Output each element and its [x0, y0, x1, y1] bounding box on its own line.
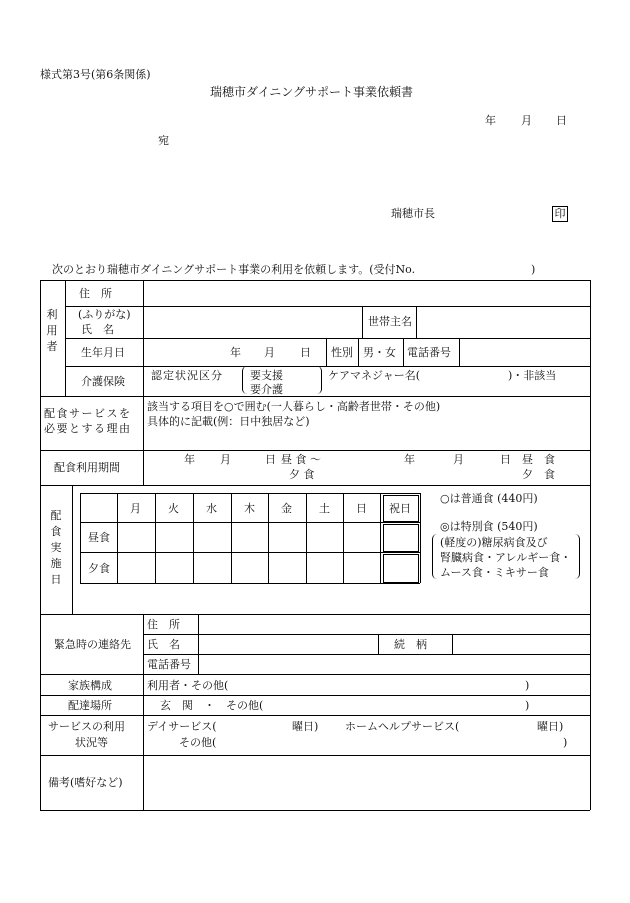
sex-label: 性別: [331, 346, 353, 359]
mayor-label: 瑞穂市長: [391, 207, 435, 220]
special-meal-note: ◎は特別食 (540円): [440, 520, 538, 533]
address-label: 住 所: [79, 287, 112, 300]
birth-year: 年: [230, 346, 241, 359]
period-from-month: 月: [220, 453, 231, 466]
care-insurance-label: 介護保険: [81, 375, 125, 388]
family-close: ): [525, 679, 530, 692]
day-mon: 月: [130, 502, 141, 515]
period-to-lunch: 昼 食: [522, 453, 555, 466]
emergency-label: 緊急時の連絡先: [54, 638, 131, 651]
date-year: 年: [485, 114, 496, 127]
day-sun: 日: [356, 502, 367, 515]
day-sat: 土: [319, 502, 330, 515]
special-meal-line2: 腎臓病食・アレルギー食・: [440, 551, 572, 564]
household-head-label: 世帯主名: [368, 315, 412, 328]
other-service-close: ): [563, 736, 568, 749]
reason-label-2: 必要とする理由: [44, 422, 132, 435]
request-close: ): [531, 263, 536, 276]
day-fri: 金: [281, 502, 292, 515]
delivery-text: 玄 関 ・ その他(: [160, 699, 264, 712]
name-label: 氏 名: [81, 323, 114, 336]
seal-stamp: 印: [552, 206, 568, 222]
remarks-label: 備考(嗜好など): [48, 776, 123, 789]
period-from-day: 日: [265, 453, 276, 466]
period-to-day: 日: [500, 453, 511, 466]
period-to-year: 年: [404, 453, 415, 466]
home-help-service: ホームヘルプサービス(: [345, 720, 460, 733]
day-holiday: 祝日: [389, 502, 411, 515]
special-meal-line3: ムース食・ミキサー食: [440, 566, 549, 579]
day-service: デイサービス(: [147, 720, 217, 733]
day-service-suffix: 曜日): [292, 720, 319, 733]
family-text: 利用者・その他(: [147, 679, 229, 692]
delivery-label: 配達場所: [68, 699, 112, 712]
emergency-phone: 電話番号: [147, 658, 191, 671]
family-label: 家族構成: [68, 679, 112, 692]
period-to-dinner: 夕 食: [522, 468, 555, 481]
form-title: 瑞穂市ダイニングサポート事業依頼書: [210, 85, 414, 99]
row-dinner: 夕食: [88, 562, 110, 575]
normal-meal-note: ○は普通食 (440円): [440, 492, 538, 505]
home-help-suffix: 曜日): [537, 720, 564, 733]
other-service: その他(: [179, 736, 217, 749]
birth-month: 月: [264, 346, 275, 359]
period-to-month: 月: [453, 453, 464, 466]
delivery-close: ): [525, 699, 530, 712]
form-number: 様式第3号(第6条関係): [40, 68, 151, 81]
reason-text-1: 該当する項目を○で囲む(一人暮らし・高齢者世帯・その他): [147, 400, 441, 413]
day-tue: 火: [168, 502, 179, 515]
special-meal-line1: (軽度の)糖尿病食及び: [440, 536, 548, 549]
row-lunch: 昼食: [88, 531, 110, 544]
user-section-label: 利用者: [46, 308, 58, 353]
emergency-relation: 続 柄: [394, 638, 427, 651]
support-needed: 要支援: [250, 369, 283, 382]
addressee: 宛: [158, 134, 169, 147]
period-from-year: 年: [184, 453, 195, 466]
birth-day: 日: [300, 346, 311, 359]
period-from-lunch: 昼 食 〜: [281, 453, 321, 466]
care-manager-label: ケアマネジャー名(: [328, 369, 421, 382]
birthdate-label: 生年月日: [81, 346, 125, 359]
period-from-dinner: 夕 食: [289, 468, 315, 481]
day-thu: 木: [244, 502, 255, 515]
request-text: 次のとおり瑞穂市ダイニングサポート事業の利用を依頼します。(受付No.: [52, 263, 416, 276]
emergency-name: 氏 名: [147, 638, 180, 651]
reason-label-1: 配食サービスを: [44, 407, 132, 420]
not-applicable: )・非該当: [508, 369, 557, 382]
date-month: 月: [521, 114, 532, 127]
care-needed: 要介護: [250, 383, 283, 396]
period-label: 配食利用期間: [54, 461, 120, 474]
emergency-address: 住 所: [147, 618, 180, 631]
services-label-2: 状況等: [75, 736, 108, 749]
schedule-section-label: 配食実施日: [50, 509, 62, 586]
phone-label: 電話番号: [407, 346, 451, 359]
services-label-1: サービスの利用: [48, 720, 125, 733]
sex-options: 男・女: [363, 346, 396, 359]
certification-label: 認定状況区分: [151, 369, 223, 382]
reason-text-2: 具体的に記載(例：日中独居など): [147, 415, 310, 428]
furigana-label: (ふりがな): [78, 308, 131, 321]
date-day: 日: [556, 114, 567, 127]
day-wed: 水: [206, 502, 217, 515]
